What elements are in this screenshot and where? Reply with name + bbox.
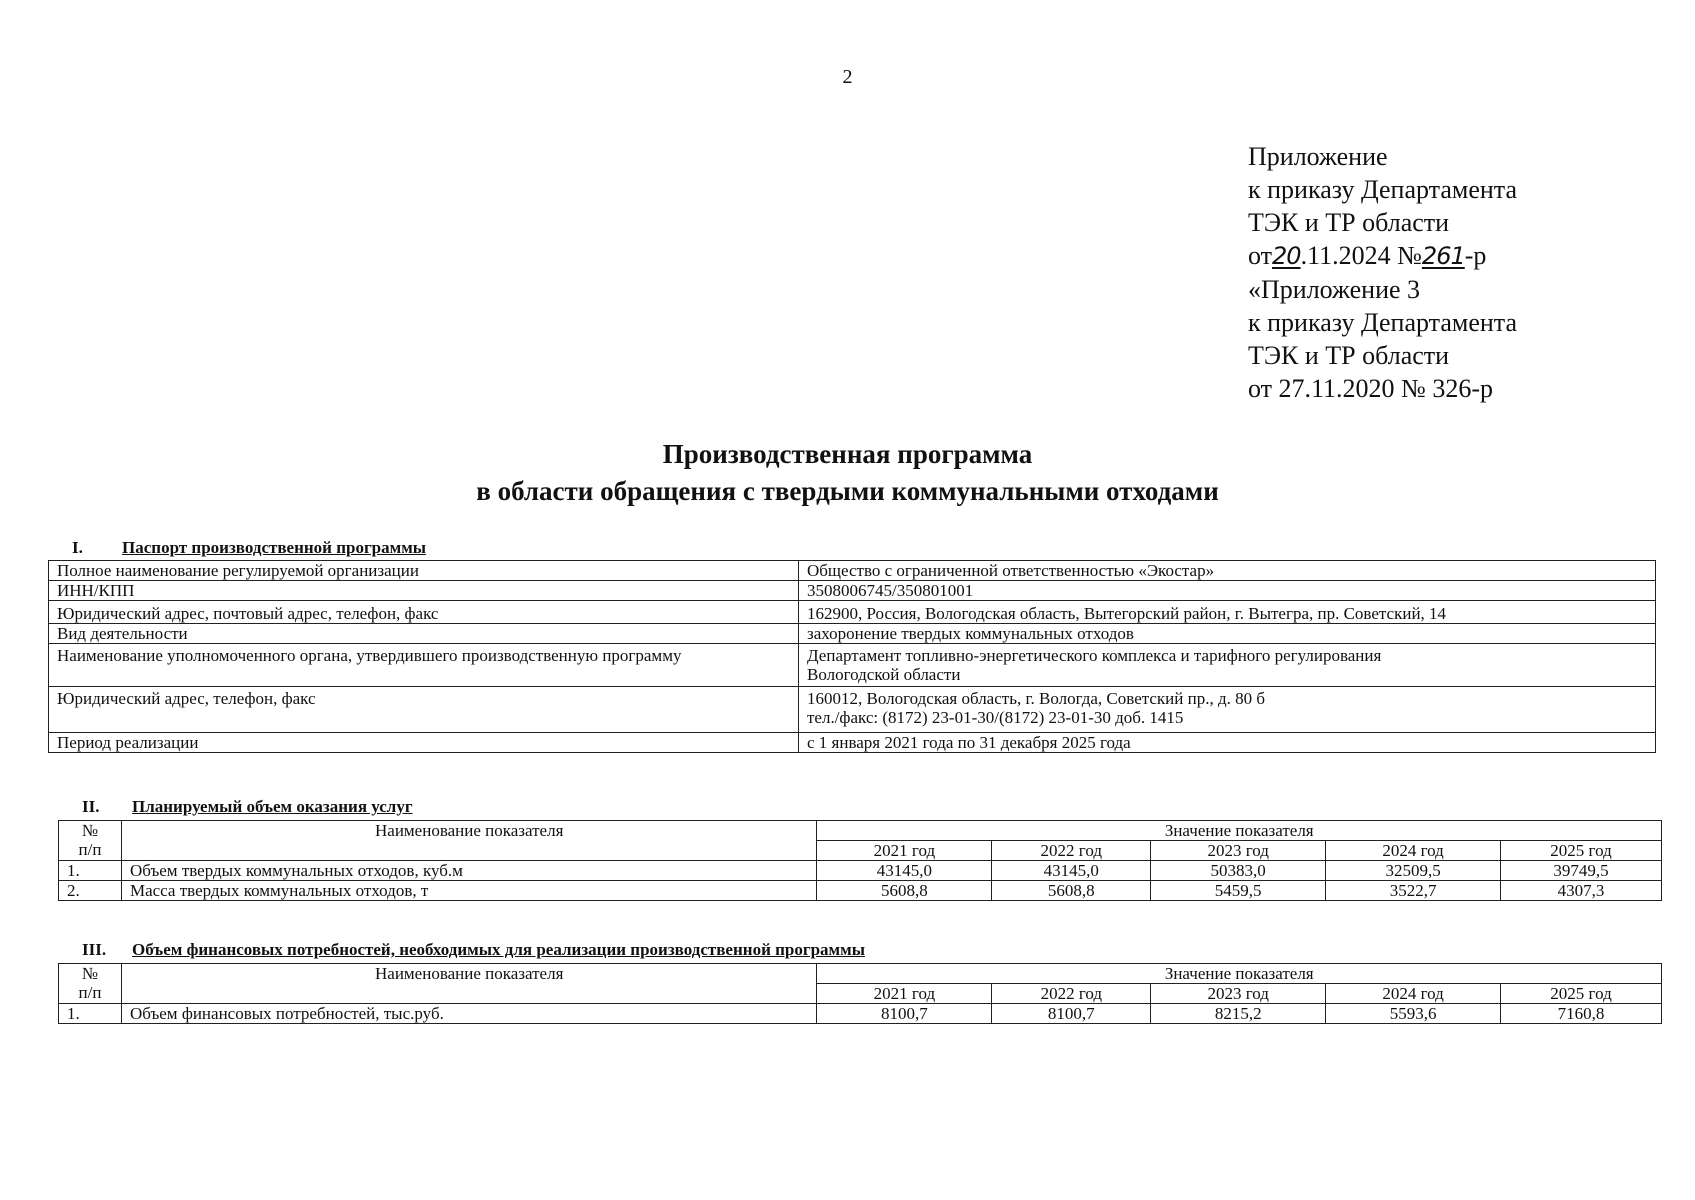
table-row [49,601,1656,624]
passport-value: захоронение твердых коммунальных отходов [799,624,1656,644]
header-text: № [81,821,99,840]
passport-value [799,687,1656,733]
passport-value-line: тел./факс: (8172) 23-01-30/(8172) 23-01-30 доб. 1415 [807,708,1184,727]
appendix-line: к приказу Департамента [1248,175,1518,204]
volume-table [58,820,1662,901]
section-title: Паспорт производственной программы [122,538,427,557]
cell-value: 5593,6 [1326,1004,1501,1024]
column-header-value: Значение показателя [817,964,1662,984]
year-header: 2021 год [817,841,992,861]
year-header: 2022 год [992,984,1151,1004]
header-text: п/п [78,983,102,1002]
passport-value: Общество с ограниченной ответственностью «Экостар» [799,561,1656,581]
appendix-block [1248,140,1517,405]
title-line: в области обращения с твердыми коммунальными отходами [476,476,1219,506]
cell-value: 4307,3 [1501,881,1662,901]
row-number: 1. [59,861,122,881]
table-header-row [59,964,1662,984]
appendix-date-suffix: -р [1464,241,1487,270]
row-name: Объем финансовых потребностей, тыс.руб. [121,1004,816,1024]
column-header-name: Наименование показателя [121,964,816,1004]
handwritten-day: 20 [1272,242,1301,270]
appendix-date-prefix: от [1248,241,1273,270]
passport-value-line: Департамент топливно-энергетического комплекса и тарифного регулирования [807,646,1382,665]
finance-table [58,963,1662,1024]
appendix-line: ТЭК и ТР области [1248,341,1450,370]
cell-value: 8100,7 [992,1004,1151,1024]
year-header: 2024 год [1326,841,1501,861]
section-heading-passport [72,538,426,558]
appendix-line: Приложение [1248,142,1388,171]
document-title [0,436,1695,510]
cell-value: 50383,0 [1151,861,1326,881]
header-text: п/п [78,840,102,859]
cell-value: 5608,8 [992,881,1151,901]
column-header-number [59,821,122,861]
cell-value: 32509,5 [1326,861,1501,881]
cell-value: 39749,5 [1501,861,1662,881]
cell-value: 5608,8 [817,881,992,901]
appendix-line: от 27.11.2020 № 326-р [1248,374,1494,403]
passport-table [48,560,1656,753]
cell-value: 8100,7 [817,1004,992,1024]
cell-value: 5459,5 [1151,881,1326,901]
appendix-date-line [1248,239,1517,273]
appendix-line: «Приложение 3 [1248,275,1421,304]
section-title: Объем финансовых потребностей, необходимых для реализации производственной программы [132,940,865,959]
passport-label: Юридический адрес, почтовый адрес, телефон, факс [49,601,799,624]
cell-value: 43145,0 [992,861,1151,881]
column-header-number [59,964,122,1004]
passport-value: с 1 января 2021 года по 31 декабря 2025 года [799,733,1656,753]
table-row [49,624,1656,644]
section-number: I. [72,538,83,557]
table-row [49,733,1656,753]
table-row [49,687,1656,733]
passport-label: Период реализации [49,733,799,753]
table-row [49,644,1656,687]
row-number: 2. [59,881,122,901]
column-header-value: Значение показателя [817,821,1662,841]
appendix-line: ТЭК и ТР области [1248,208,1450,237]
handwritten-order-number: 261 [1421,242,1465,270]
section-heading-finance [82,940,865,960]
section-number: II. [82,797,100,816]
passport-value: 162900, Россия, Вологодская область, Вытегорский район, г. Вытегра, пр. Советский, 14 [799,601,1656,624]
row-name: Объем твердых коммунальных отходов, куб.м [121,861,816,881]
appendix-line: к приказу Департамента [1248,308,1518,337]
page-number: 2 [842,66,853,88]
table-row [49,561,1656,581]
year-header: 2023 год [1151,984,1326,1004]
table-row [59,1004,1662,1024]
cell-value: 8215,2 [1151,1004,1326,1024]
year-header: 2025 год [1501,984,1662,1004]
year-header: 2021 год [817,984,992,1004]
section-heading-volume [82,797,413,817]
table-row [59,881,1662,901]
appendix-date-mid: .11.2024 № [1300,241,1422,270]
table-row [59,861,1662,881]
cell-value: 3522,7 [1326,881,1501,901]
cell-value: 7160,8 [1501,1004,1662,1024]
year-header: 2024 год [1326,984,1501,1004]
year-header: 2022 год [992,841,1151,861]
column-header-name: Наименование показателя [121,821,816,861]
table-header-row [59,821,1662,841]
passport-label: Юридический адрес, телефон, факс [49,687,799,733]
year-header: 2023 год [1151,841,1326,861]
title-line: Производственная программа [662,439,1033,469]
passport-value-line: 160012, Вологодская область, г. Вологда, Советский пр., д. 80 б [807,689,1266,708]
passport-value-line: Вологодской области [807,665,961,684]
passport-label: Наименование уполномоченного органа, утвердившего производственную программу [49,644,799,687]
row-name: Масса твердых коммунальных отходов, т [121,881,816,901]
section-title: Планируемый объем оказания услуг [132,797,413,816]
passport-value [799,644,1656,687]
passport-label: ИНН/КПП [49,581,799,601]
section-number: III. [82,940,107,959]
passport-label: Вид деятельности [49,624,799,644]
passport-label: Полное наименование регулируемой организации [49,561,799,581]
table-row [49,581,1656,601]
header-text: № [81,964,99,983]
year-header: 2025 год [1501,841,1662,861]
passport-value: 3508006745/350801001 [799,581,1656,601]
cell-value: 43145,0 [817,861,992,881]
row-number: 1. [59,1004,122,1024]
